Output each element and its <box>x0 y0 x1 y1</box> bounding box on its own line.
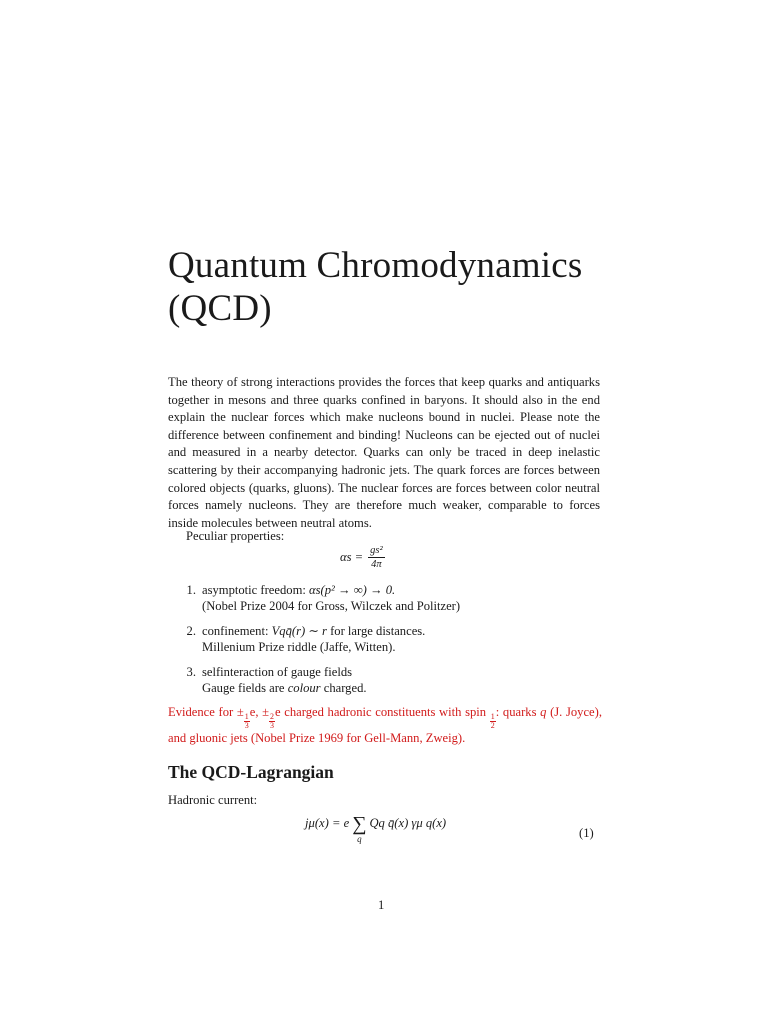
hadronic-current-equation <box>305 814 446 844</box>
hadronic-current-label: Hadronic current: <box>168 793 258 807</box>
fraction-denominator: 3 <box>270 721 275 730</box>
list-item-number: 2. <box>186 624 196 638</box>
list-item <box>168 623 608 655</box>
evidence-text-3: e charged hadronic constituents with spin <box>275 705 487 719</box>
current-lhs: jμ(x) = e <box>305 816 350 830</box>
fraction-denominator: 2 <box>490 721 495 730</box>
current-rhs: Qq q̄(x) γμ q(x) <box>369 816 447 830</box>
sum-subscript: q <box>357 834 362 844</box>
fraction-numerator: 1 <box>490 712 495 721</box>
asymptotic-freedom-formula: αs(p² → ∞) → 0. <box>309 583 396 597</box>
confinement-note: Millenium Prize riddle (Jaffe, Witten). <box>202 640 396 654</box>
peculiar-properties-label: Peculiar properties: <box>186 529 285 543</box>
evidence-text-4: : quarks <box>495 705 537 719</box>
alpha-numerator: gs² <box>370 545 383 556</box>
properties-list <box>168 582 608 705</box>
alpha-lhs: αs = <box>340 550 364 564</box>
sum-operator <box>352 814 366 844</box>
page-title: Quantum Chromodynamics (QCD) <box>168 245 583 329</box>
confinement-label: confinement: <box>202 624 269 638</box>
asymptotic-freedom-note: (Nobel Prize 2004 for Gross, Wilczek and Politzer) <box>202 599 461 613</box>
fraction-denominator: 3 <box>244 721 249 730</box>
list-item-number: 3. <box>186 665 196 679</box>
confinement-suffix: for large distances. <box>330 624 426 638</box>
list-item <box>168 664 608 696</box>
evidence-text-5: (J. Joyce), and gluonic jets (Nobel Prize 1969 for Gell-Mann, Zweig). <box>168 705 602 745</box>
alpha-fraction <box>368 544 384 571</box>
evidence-text-1: Evidence for ± <box>168 705 244 719</box>
list-item-number: 1. <box>186 583 196 597</box>
selfinteraction-label: selfinteraction of gauge fields <box>202 665 353 679</box>
asymptotic-freedom-label: asymptotic freedom: <box>202 583 306 597</box>
fraction-numerator: 2 <box>270 712 275 721</box>
equation-number: (1) <box>579 826 594 840</box>
quark-symbol: q <box>540 705 547 719</box>
evidence-text-2: e, ± <box>249 705 270 719</box>
confinement-formula: Vqq̄(r) ∼ r <box>271 624 327 638</box>
list-item <box>168 582 608 614</box>
sum-symbol: ∑ <box>352 813 367 835</box>
fraction-numerator: 1 <box>244 712 249 721</box>
alpha-denominator: 4π <box>371 559 382 570</box>
intro-paragraph: The theory of strong interactions provides the forces that keep quarks and antiquarks together in mesons and three quarks confined in baryons. It should also in the end explain the nuclear forces which make nucleons bound in nuclei. Please note the difference between confinement and binding! Nucleons can be ejected out of nuclei and measured in a nearby detector. Quarks can only be traced in deep inelastic scattering by their accompanying hadronic jets. The quark forces are forces between colored objects (quarks, gluons). The nuclear forces are forces between color neutral forces namely nucleons. They are therefore much weaker, comparable to forces inside molecules between neutral atoms. <box>168 375 600 530</box>
gauge-fields-post: charged. <box>323 681 367 695</box>
section-heading: The QCD-Lagrangian <box>168 762 334 782</box>
gauge-fields-colour: colour <box>287 681 321 695</box>
gauge-fields-pre: Gauge fields are <box>202 681 285 695</box>
alpha-equation <box>340 544 385 571</box>
evidence-paragraph <box>168 704 602 748</box>
page-number: 1 <box>378 898 385 912</box>
